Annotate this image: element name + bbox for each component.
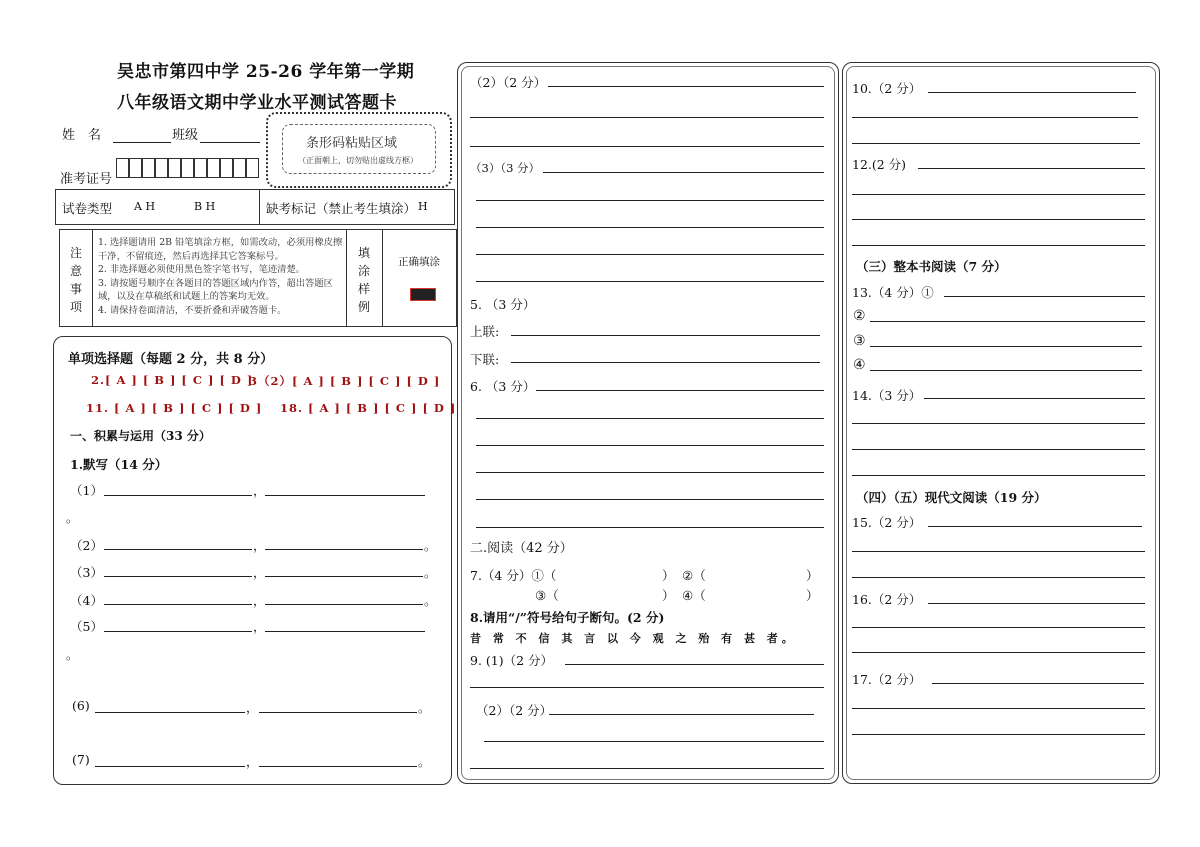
mc-title: 单项选择题（每题 2 分，共 8 分） (68, 352, 274, 367)
period: 。 (424, 593, 437, 608)
q1-6-line-a[interactable] (95, 712, 245, 713)
period: 。 (418, 754, 431, 769)
section3-title: （三）整本书阅读（7 分） (856, 259, 1007, 274)
q2-3-line-3[interactable] (476, 227, 824, 228)
q12-line-3[interactable] (852, 219, 1145, 220)
mc-q18[interactable]: 18. [ A ] [ B ] [ C ] [ D ] (280, 401, 457, 415)
comma: ， (253, 538, 266, 553)
q2-3-line-1[interactable] (543, 172, 824, 173)
q13-c2: ② (853, 308, 866, 324)
paper-type-a[interactable]: A H (134, 200, 156, 213)
q16-line-2[interactable] (852, 627, 1145, 628)
q16-label: 16.（2 分） (852, 592, 922, 607)
q9-2-label: （2）（2 分） (476, 703, 553, 718)
paper-type-label: 试卷类型 (62, 201, 113, 216)
period: 。 (66, 647, 79, 662)
q17-line-2[interactable] (852, 708, 1145, 709)
q7-close-2: ） (806, 568, 819, 583)
exam-id-label: 准考证号 (60, 172, 113, 187)
q15-line-2[interactable] (852, 551, 1145, 552)
q6-line-1[interactable] (536, 390, 824, 391)
notice-item-1: 1. 选择题请用 2B 铅笔填涂方框，如需改动，必须用橡皮擦干净，不留痕迹，然后再选择其它答案标号。 (98, 237, 343, 262)
title-line1: 吴忠市第四中学 25-26 学年第一学期 (117, 62, 415, 82)
title-line2: 八年级语文期中学业水平测试答题卡 (117, 93, 397, 113)
class-field[interactable] (200, 142, 260, 143)
comma: ， (253, 593, 266, 608)
period: 。 (66, 510, 79, 525)
mc-q11[interactable]: 11. [ A ] [ B ] [ C ] [ D ] (86, 401, 263, 415)
q7-3: ③（ (535, 588, 559, 603)
q2-3-label: （3）（3 分） (470, 161, 541, 175)
q8-text[interactable]: 昔 常 不 信 其 言 以 今 观 之 殆 有 甚 者。 (470, 632, 797, 645)
q7-label: 7.（4 分）①（ (470, 568, 557, 583)
q14-line-2[interactable] (852, 423, 1145, 424)
comma: ， (253, 565, 266, 580)
q2-3-line-5[interactable] (476, 281, 824, 282)
q5-label: 5. （3 分） (470, 297, 536, 312)
q1-1-line-a[interactable] (104, 495, 252, 496)
period: 。 (424, 538, 437, 553)
q9-1-line-2[interactable] (470, 687, 824, 688)
q1-6-line-b[interactable] (259, 712, 417, 713)
q13-line-4[interactable] (870, 370, 1142, 371)
q1-4-line-b[interactable] (265, 604, 423, 605)
section1-title: 一、积累与运用（33 分） (70, 429, 211, 443)
q6-line-6[interactable] (476, 527, 824, 528)
period: 。 (418, 700, 431, 715)
q1-3-line-a[interactable] (104, 576, 252, 577)
q1-7-line-b[interactable] (259, 766, 417, 767)
q17-line-3[interactable] (852, 734, 1145, 735)
section4-title: （四）（五）现代文阅读（19 分） (856, 490, 1047, 505)
q13-c3: ③ (853, 333, 866, 349)
q6-line-5[interactable] (476, 499, 824, 500)
q8-label: 8.请用“/”符号给句子断句。(2 分) (470, 610, 665, 625)
q9-2-line-3[interactable] (470, 768, 824, 769)
q1-item-5: （5） (70, 619, 103, 634)
q2-2-line-3[interactable] (470, 146, 824, 147)
comma: ， (246, 754, 259, 769)
mc-q3[interactable]: 3（2）[ A ] [ B ] [ C ] [ D ] (249, 374, 441, 388)
q12-label: 12.(2 分) (852, 157, 907, 172)
upper-line[interactable] (511, 335, 820, 336)
q12-line-2[interactable] (852, 194, 1145, 195)
notice-box (59, 229, 457, 327)
filled-sample (410, 288, 436, 301)
q9-2-line-1[interactable] (549, 714, 814, 715)
q13-c4: ④ (853, 357, 866, 373)
q2-2-line-1[interactable] (548, 86, 824, 87)
q6-line-2[interactable] (476, 418, 824, 419)
q7-close-4: ） (806, 588, 819, 603)
q7-close-1: ） (662, 568, 675, 583)
name-field[interactable] (113, 142, 171, 143)
lower-line[interactable] (511, 362, 820, 363)
sample-label: 填涂样例 (358, 246, 371, 314)
absent-label: 缺考标记（禁止考生填涂） (266, 201, 417, 216)
q1-item-7: (7) (72, 752, 90, 767)
barcode-note: （正面朝上，切勿贴出虚线方框） (298, 156, 418, 165)
q1-4-line-a[interactable] (104, 604, 252, 605)
absent-mark[interactable]: H (418, 200, 428, 213)
q15-line-1[interactable] (928, 526, 1142, 527)
q16-line-3[interactable] (852, 652, 1145, 653)
q13-line-1[interactable] (944, 296, 1145, 297)
q9-2-line-2[interactable] (484, 741, 824, 742)
q13-label: 13.（4 分）① (852, 285, 934, 300)
mc-q2[interactable]: 2.[ A ] [ B ] [ C ] [ D ] (91, 373, 254, 387)
q15-label: 15.（2 分） (852, 515, 922, 530)
q1-2-line-a[interactable] (104, 549, 252, 550)
upper-label: 上联: (470, 324, 500, 339)
q1-3-line-b[interactable] (265, 576, 423, 577)
q7-2: ②（ (682, 568, 706, 583)
q6-line-4[interactable] (476, 472, 824, 473)
q1-5-line-a[interactable] (104, 631, 252, 632)
q2-2-line-2[interactable] (470, 117, 824, 118)
q10-line-2[interactable] (852, 117, 1138, 118)
notice-items (98, 236, 344, 318)
q9-1-line-1[interactable] (565, 664, 824, 665)
q1-item-3: （3） (70, 565, 103, 580)
q2-3-line-2[interactable] (476, 200, 824, 201)
paper-type-row (55, 189, 455, 225)
q17-line-1[interactable] (932, 683, 1144, 684)
q17-label: 17.（2 分） (852, 672, 922, 687)
barcode-label: 条形码粘贴区域 (306, 136, 398, 151)
q1-item-6: (6) (72, 698, 90, 713)
notice-item-3: 3. 请按题号顺序在各题目的答题区域内作答，超出答题区域，以及在草稿纸和试题上的答案均无效。 (98, 277, 333, 303)
q6-line-3[interactable] (476, 445, 824, 446)
q12-line-4[interactable] (852, 245, 1145, 246)
q16-line-1[interactable] (928, 603, 1145, 604)
q14-line-1[interactable] (924, 398, 1145, 399)
q1-title: 1.默写（14 分） (70, 457, 168, 472)
q1-item-2: （2） (70, 538, 103, 553)
comma: ， (246, 700, 259, 715)
q7-4: ④（ (682, 588, 706, 603)
lower-label: 下联: (470, 352, 500, 367)
name-label: 姓 名 (62, 128, 102, 143)
q14-line-4[interactable] (852, 475, 1145, 476)
q1-item-1: （1） (70, 483, 103, 498)
period: 。 (424, 565, 437, 580)
q6-label: 6. （3 分） (470, 379, 536, 394)
q10-line-3[interactable] (852, 143, 1140, 144)
comma: ， (253, 483, 266, 498)
q2-3-line-4[interactable] (476, 254, 824, 255)
notice-item-4: 4. 请保持卷面清洁，不要折叠和弄破答题卡。 (98, 304, 287, 316)
q10-line-1[interactable] (928, 92, 1136, 93)
q12-line-1[interactable] (918, 168, 1145, 169)
comma: ， (253, 619, 266, 634)
paper-type-b[interactable]: B H (194, 200, 216, 213)
correct-label: 正确填涂 (398, 256, 440, 268)
q10-label: 10.（2 分） (852, 81, 922, 96)
q9-1-label: 9. (1)（2 分） (470, 653, 554, 668)
notice-label: 注意事项 (70, 246, 83, 314)
q1-7-line-a[interactable] (95, 766, 245, 767)
q14-line-3[interactable] (852, 449, 1145, 450)
section2-title: 二.阅读（42 分） (470, 541, 573, 556)
barcode-area (266, 112, 452, 188)
q13-line-3[interactable] (870, 346, 1142, 347)
q2-2-label: （2）（2 分） (470, 75, 547, 90)
q1-5-line-b[interactable] (265, 631, 425, 632)
q7-close-3: ） (662, 588, 675, 603)
q13-line-2[interactable] (870, 321, 1145, 322)
q1-1-line-b[interactable] (265, 495, 425, 496)
q15-line-3[interactable] (852, 577, 1145, 578)
q1-item-4: （4） (70, 593, 103, 608)
q14-label: 14.（3 分） (852, 388, 922, 403)
q1-2-line-b[interactable] (265, 549, 423, 550)
notice-item-2: 2. 非选择题必须使用黑色签字笔书写，笔迹清楚。 (98, 264, 306, 276)
class-label: 班级 (172, 128, 199, 143)
